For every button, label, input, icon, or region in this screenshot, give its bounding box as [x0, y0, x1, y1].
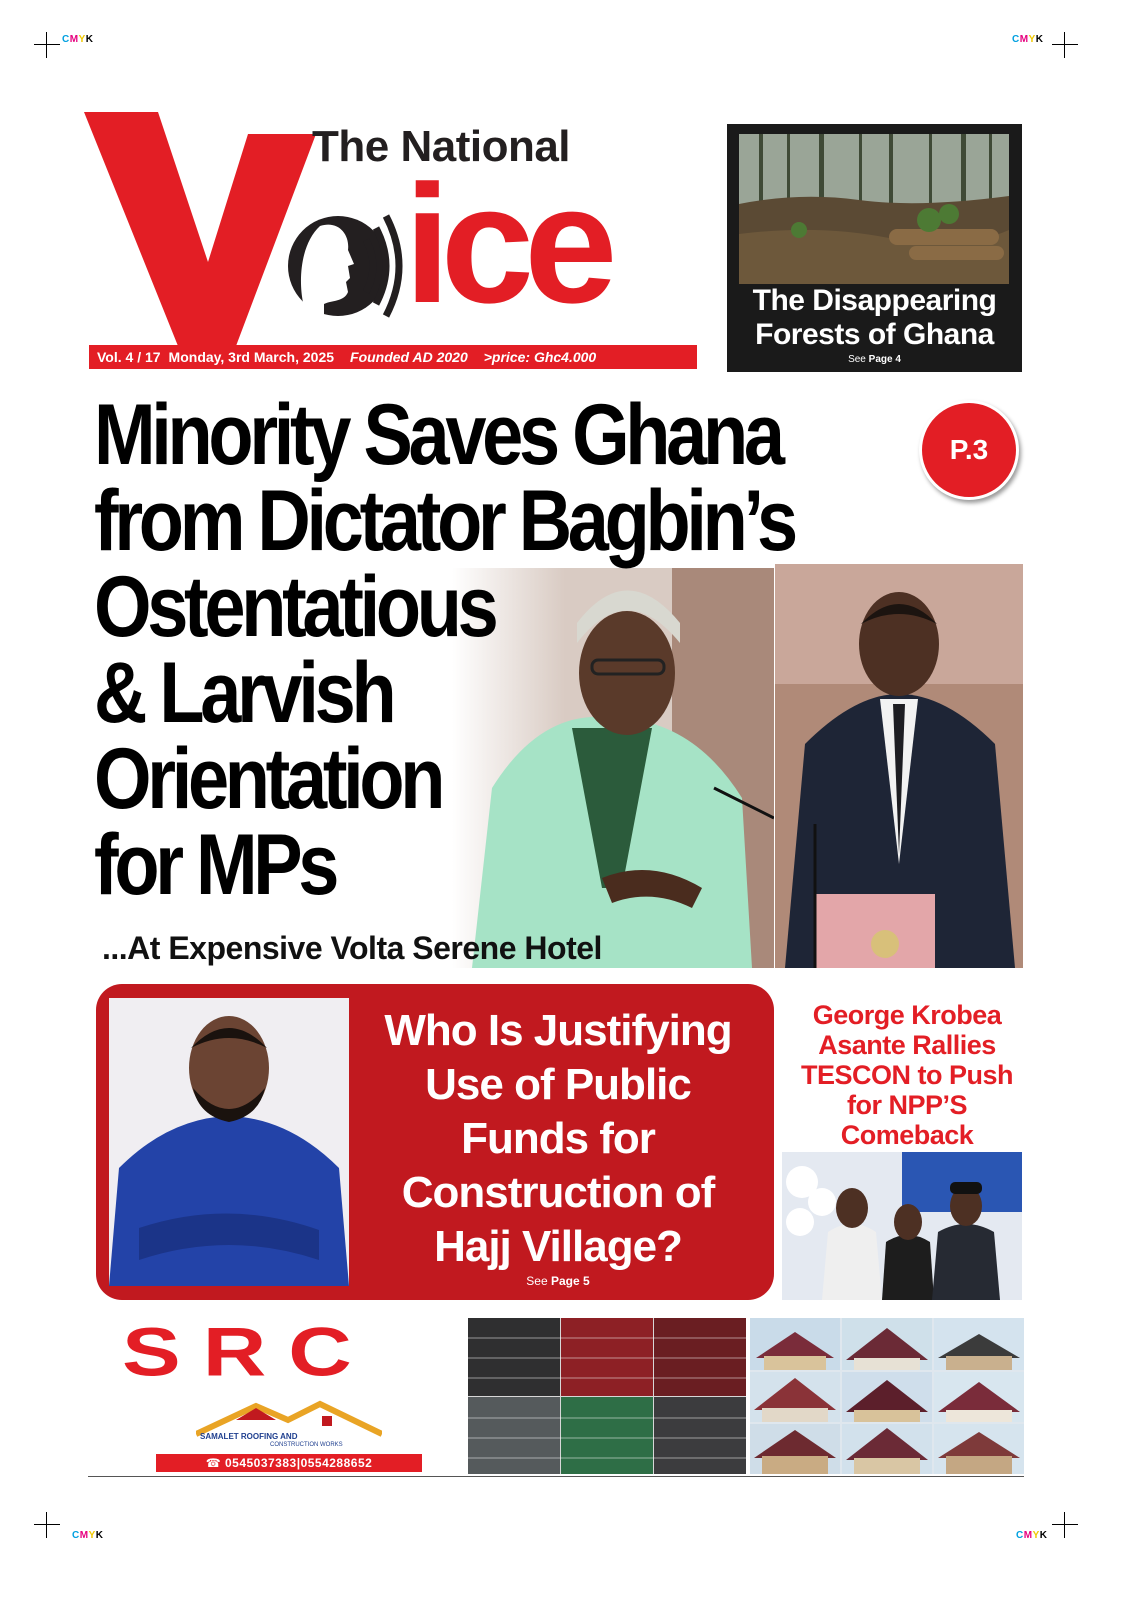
hajj-village-story[interactable] — [96, 984, 774, 1300]
cmyk-mark: CMYK — [1016, 1530, 1048, 1541]
volume-number: Vol. 4 / 17 — [97, 349, 161, 365]
teaser-page-ref: See Page 4 — [848, 354, 901, 365]
crop-mark — [1052, 44, 1078, 45]
crop-mark — [46, 1512, 47, 1538]
lead-headline[interactable]: Minority Saves Ghana from Dictator Bagbin’s Ostentatious & Larvish Orientation for MPs — [94, 387, 794, 913]
masthead-info-bar — [89, 345, 697, 369]
forests-teaser[interactable] — [727, 124, 1022, 372]
price-label: >price: Ghc4.000 — [483, 349, 597, 365]
voice-profile-icon — [288, 188, 404, 340]
advert-company-name: SAMALET ROOFING AND — [200, 1432, 298, 1441]
masthead-v-letter — [84, 112, 316, 346]
tescon-event-photo — [782, 1152, 1022, 1300]
cmyk-mark: CMYK — [62, 34, 94, 45]
cmyk-mark: CMYK — [1012, 34, 1044, 45]
crop-mark — [34, 44, 60, 45]
crop-mark — [34, 1524, 60, 1525]
founded-label: Founded AD 2020 — [350, 349, 468, 365]
advert-brand: SRC — [122, 1313, 374, 1391]
advert-phone-numbers[interactable]: ☎ 0545037383|0554288652 — [156, 1454, 422, 1472]
crop-mark — [1064, 32, 1065, 58]
page-3-badge[interactable]: P.3 — [919, 400, 1019, 500]
hajj-story-photo — [109, 998, 349, 1286]
roofing-tiles-photo — [468, 1318, 746, 1474]
bottom-rule — [88, 1476, 1024, 1477]
advert-company-sub: CONSTRUCTION WORKS — [270, 1442, 343, 1448]
masthead-ice: ice — [404, 150, 608, 338]
tescon-story-title[interactable]: George Krobea Asante Rallies TESCON to Push for NPP’S Comeback — [800, 1000, 1013, 1150]
teaser-title: The Disappearing Forests of Ghana — [752, 284, 997, 351]
crop-mark — [46, 32, 47, 58]
crop-mark — [1064, 1512, 1065, 1538]
issue-date: Monday, 3rd March, 2025 — [168, 349, 335, 365]
hajj-story-page-ref: See Page 5 — [526, 1274, 590, 1288]
cmyk-mark: CMYK — [72, 1530, 104, 1541]
lead-subhead: ...At Expensive Volta Serene Hotel — [102, 930, 602, 966]
minority-leader-photo — [775, 564, 1023, 968]
crop-mark — [1052, 1524, 1078, 1525]
masthead-the-national: The National — [312, 122, 571, 171]
deforestation-photo — [739, 134, 1009, 284]
completed-buildings-photo — [750, 1318, 1024, 1474]
hajj-story-title: Who Is Justifying Use of Public Funds for Construction of Hajj Village? — [384, 1006, 732, 1271]
src-roofing-advert[interactable] — [88, 1314, 1024, 1474]
